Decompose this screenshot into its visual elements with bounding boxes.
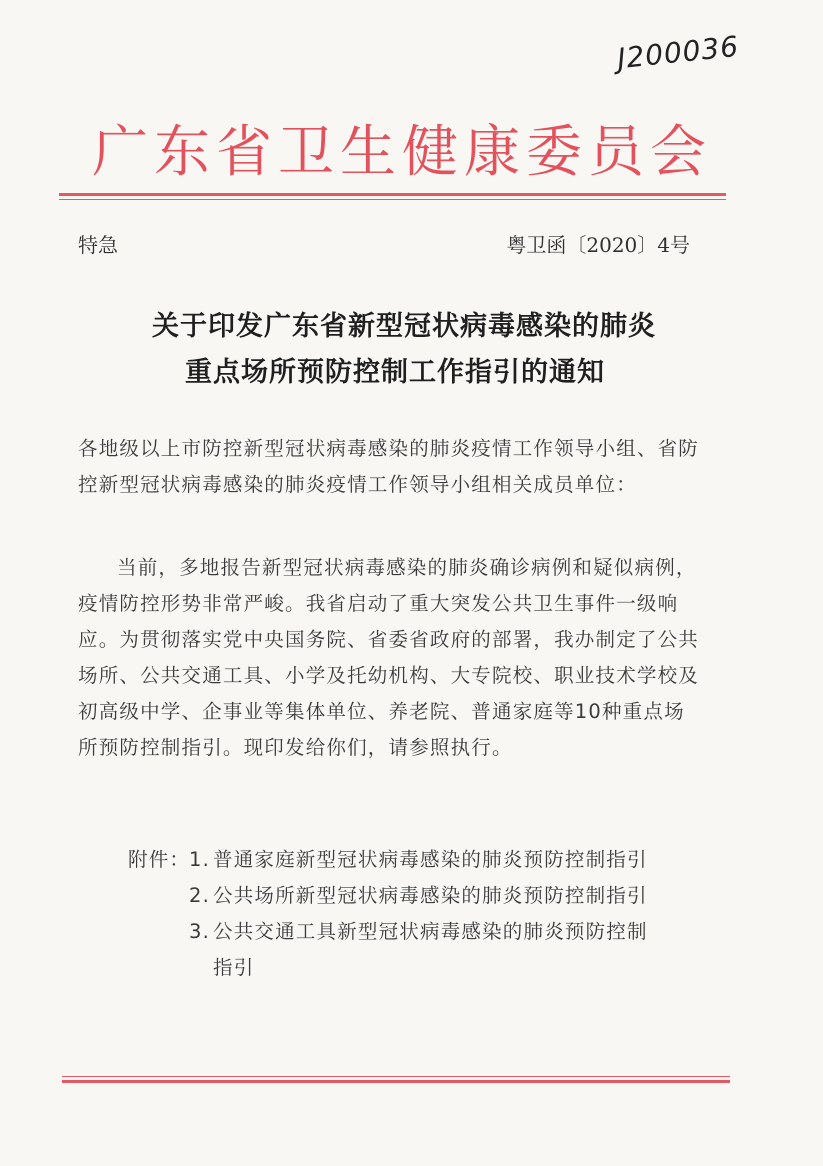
attachment-title: 公共场所新型冠状病毒感染的肺炎预防控制指引: [213, 884, 648, 907]
attachment-row-2: [128, 878, 665, 914]
attachment-number: 2.: [189, 884, 211, 907]
document-number: 粤卫函〔2020〕4号: [506, 233, 690, 257]
footer-rule-thick: [62, 1080, 730, 1083]
attachment-title: 公共交通工具新型冠状病毒感染的肺炎预防控制指引: [213, 920, 648, 979]
body-paragraph: 当前，多地报告新型冠状病毒感染的肺炎确诊病例和疑似病例，疫情防控形势非常严峻。我省启动了重大突发公共卫生事件一级响应。为贯彻落实党中央国务院、省委省政府的部署，我办制定了公共场所、公共交通工具、小学及托幼机构、大专院校、职业技术学校及初高级中学、企事业等集体单位、养老院、普通家庭等10种重点场所预防控制指引。现印发给你们，请参照执行。: [78, 556, 700, 759]
footer-rule-thin: [62, 1076, 730, 1077]
attachment-title: 普通家庭新型冠状病毒感染的肺炎预防控制指引: [213, 848, 648, 871]
attachments-label: 附件：: [128, 848, 191, 871]
document-title-line-1: 关于印发广东省新型冠状病毒感染的肺炎: [152, 311, 656, 342]
attachment-row-1: [128, 842, 665, 878]
issuer-masthead: 广东省卫生健康委员会: [92, 120, 712, 185]
masthead-rule-thin: [59, 199, 726, 200]
attachment-number: 3.: [189, 920, 211, 943]
masthead-rule-thick: [59, 193, 726, 196]
attachments-list: [128, 842, 665, 986]
handwritten-archive-code: J200036: [615, 29, 741, 76]
addressee-paragraph: 各地级以上市防控新型冠状病毒感染的肺炎疫情工作领导小组、省防控新型冠状病毒感染的肺炎疫情工作领导小组相关成员单位：: [78, 437, 700, 496]
attachment-number: 1.: [189, 848, 211, 871]
attachment-row-3: [128, 914, 665, 986]
urgency-label: 特急: [78, 233, 118, 257]
document-title-line-2: 重点场所预防控制工作指引的通知: [185, 357, 605, 388]
